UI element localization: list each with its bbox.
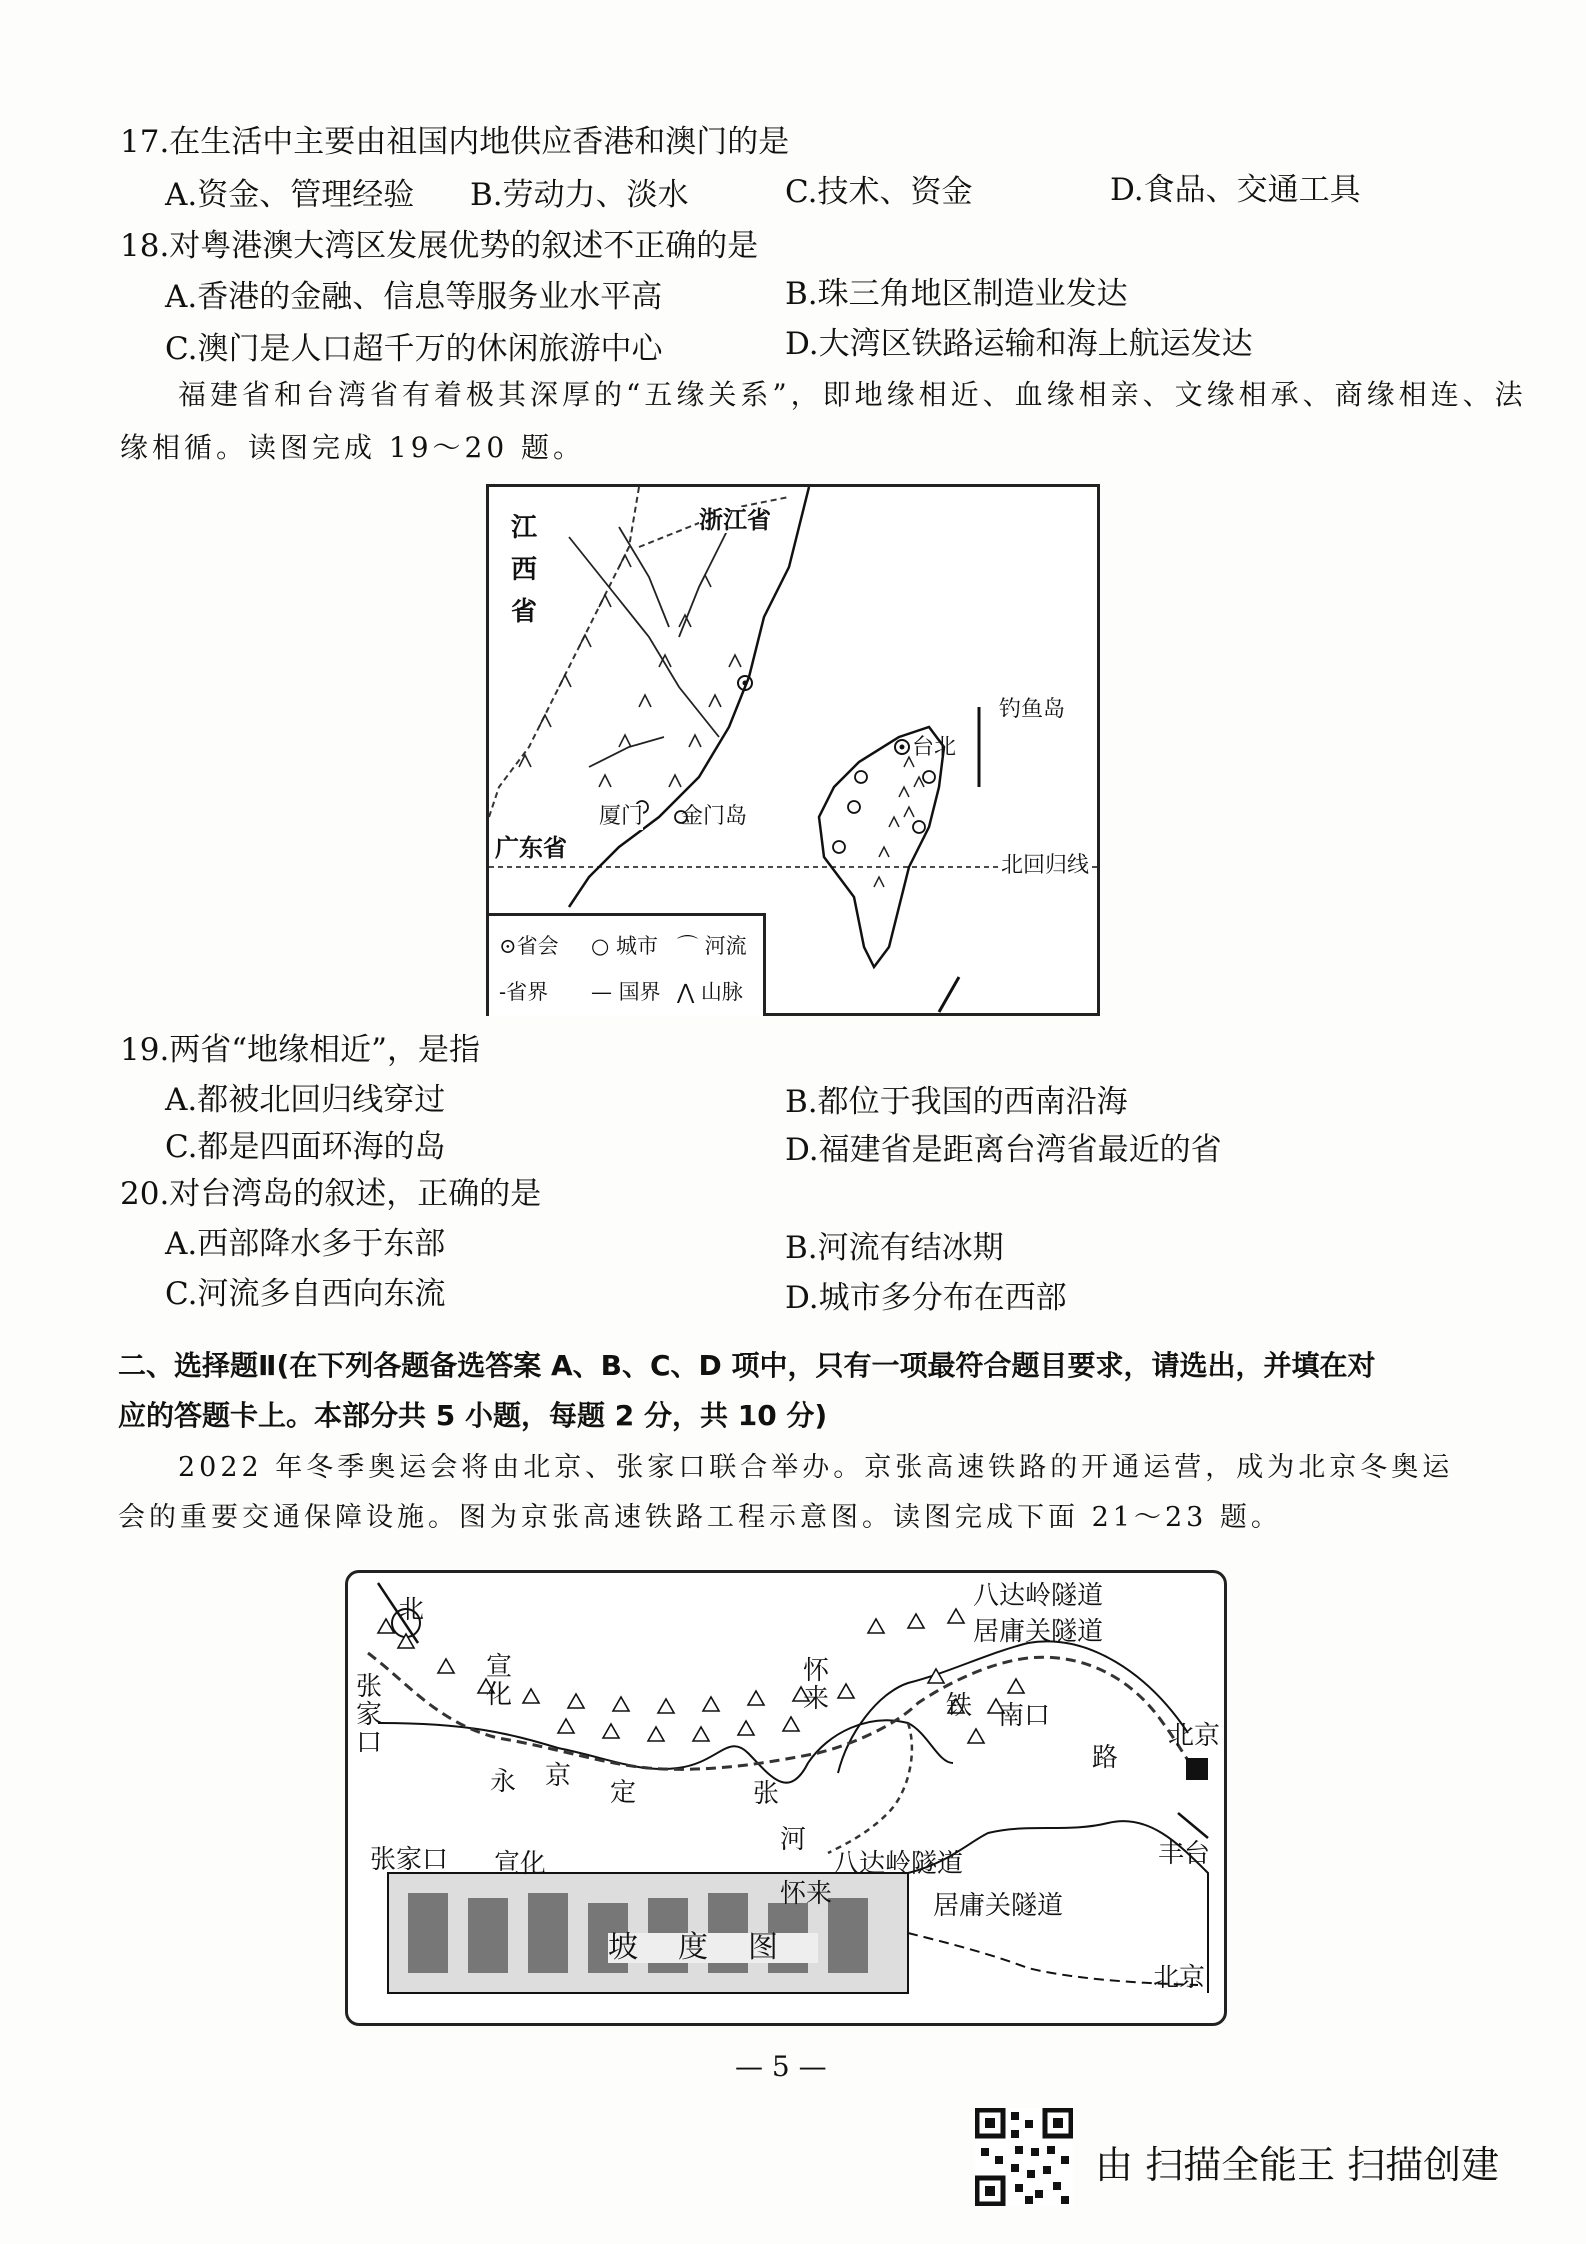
profile-beijing-label: 北京	[1153, 1963, 1206, 1993]
huailai-vertical-label: 怀 来	[803, 1656, 830, 1714]
diaoyu-label: 钓鱼岛	[999, 697, 1066, 722]
intro-21-line2: 会的重要交通保障设施。图为京张高速铁路工程示意图。读图完成下面 21～23 题。	[118, 1502, 1282, 1533]
q20-option-d[interactable]: D.城市多分布在西部	[785, 1280, 1067, 1316]
badaling-label: 八达岭隧道	[973, 1581, 1104, 1611]
legend-prov-border: -省界	[499, 980, 549, 1004]
section2-line1: 二、选择题Ⅱ(在下列各题备选答案 A、B、C、D 项中，只有一项最符合题目要求，请选出，并填在对	[118, 1349, 1376, 1382]
q17-stem: 17.在生活中主要由祖国内地供应香港和澳门的是	[120, 124, 790, 160]
legend-mountain: ⋀ 山脉	[677, 980, 743, 1004]
juyongguan-label: 居庸关隧道	[973, 1617, 1104, 1647]
q17-option-a[interactable]: A.资金、管理经验	[165, 177, 415, 213]
q18-stem: 18.对粤港澳大湾区发展优势的叙述不正确的是	[120, 228, 759, 264]
q19-option-d[interactable]: D.福建省是距离台湾省最近的省	[785, 1132, 1222, 1168]
q19-option-a[interactable]: A.都被北回归线穿过	[165, 1082, 446, 1118]
tie-label: 铁	[946, 1691, 973, 1721]
profile-xuanhua-label: 宣化	[494, 1849, 547, 1879]
north-label: 北	[398, 1595, 425, 1625]
q19-stem: 19.两省“地缘相近”，是指	[120, 1032, 480, 1068]
jingzhang-railway-map	[345, 1570, 1227, 2026]
xuanhua-vertical-label: 宣 化	[486, 1652, 513, 1710]
q18-option-d[interactable]: D.大湾区铁路运输和海上航运发达	[785, 326, 1253, 362]
legend-river: ⌒ 河流	[677, 934, 747, 958]
q18-option-b[interactable]: B.珠三角地区制造业发达	[785, 276, 1128, 312]
page-number: — 5 —	[735, 2050, 827, 2083]
q20-option-c[interactable]: C.河流多自西向东流	[165, 1276, 446, 1312]
profile-zhangjiakou-label: 张家口	[370, 1845, 449, 1875]
intro-19-line2: 缘相循。读图完成 19～20 题。	[120, 431, 586, 464]
q17-option-c[interactable]: C.技术、资金	[785, 174, 973, 210]
jiangxi-label: 江 西 省	[510, 513, 537, 627]
zhang-label: 张	[753, 1779, 780, 1809]
tropic-label: 北回归线	[1001, 853, 1090, 878]
jinmen-label: 金门岛	[681, 804, 748, 829]
xiamen-label: 厦门	[599, 804, 644, 829]
legend-capital: ⊙省会	[499, 934, 559, 958]
yong-label: 永	[490, 1767, 517, 1797]
qr-code-icon	[975, 2108, 1073, 2206]
beijing-label: 北京	[1168, 1721, 1221, 1751]
q20-stem: 20.对台湾岛的叙述，正确的是	[120, 1176, 542, 1212]
profile-juyongguan-label: 居庸关隧道	[933, 1891, 1064, 1921]
q17-option-d[interactable]: D.食品、交通工具	[1110, 172, 1361, 208]
footer-scan-text: 由 扫描全能王 扫描创建	[1095, 2143, 1500, 2187]
q17-option-b[interactable]: B.劳动力、淡水	[470, 177, 689, 213]
ding-label: 定	[610, 1778, 637, 1808]
profile-badaling-label: 八达岭隧道	[833, 1849, 964, 1879]
guangdong-label: 广东省	[495, 833, 567, 862]
q18-option-a[interactable]: A.香港的金融、信息等服务业水平高	[165, 279, 663, 315]
jing-label: 京	[545, 1761, 572, 1791]
taibei-label: 台北	[912, 735, 957, 760]
intro-19-line1: 福建省和台湾省有着极其深厚的“五缘关系”，即地缘相近、血缘相亲、文缘相承、商缘相连、法	[178, 378, 1527, 411]
section2-line2: 应的答题卡上。本部分共 5 小题，每题 2 分，共 10 分)	[118, 1399, 828, 1432]
zhejiang-label: 浙江省	[699, 505, 771, 534]
profile-huailai-label: 怀来	[780, 1879, 833, 1909]
nankou-label: 南口	[998, 1701, 1051, 1731]
legend-nat-border: — 国界	[591, 980, 661, 1004]
fengtai-label: 丰台	[1158, 1839, 1211, 1869]
map-legend	[489, 913, 766, 1016]
profile-title: 坡度图	[608, 1930, 818, 1965]
he-label: 河	[780, 1825, 807, 1855]
q18-option-c[interactable]: C.澳门是人口超千万的休闲旅游中心	[165, 331, 663, 367]
q19-option-b[interactable]: B.都位于我国的西南沿海	[785, 1084, 1128, 1120]
q20-option-a[interactable]: A.西部降水多于东部	[165, 1226, 446, 1262]
fujian-taiwan-map	[486, 484, 1100, 1016]
zhangjiakou-vertical-label: 张 家 口	[356, 1672, 383, 1758]
intro-21-line1: 2022 年冬季奥运会将由北京、张家口联合举办。京张高速铁路的开通运营，成为北京冬奥运	[178, 1452, 1454, 1483]
q20-option-b[interactable]: B.河流有结冰期	[785, 1230, 1004, 1266]
lu-label: 路	[1092, 1743, 1119, 1773]
legend-city: ○ 城市	[591, 934, 658, 958]
q19-option-c[interactable]: C.都是四面环海的岛	[165, 1129, 446, 1165]
